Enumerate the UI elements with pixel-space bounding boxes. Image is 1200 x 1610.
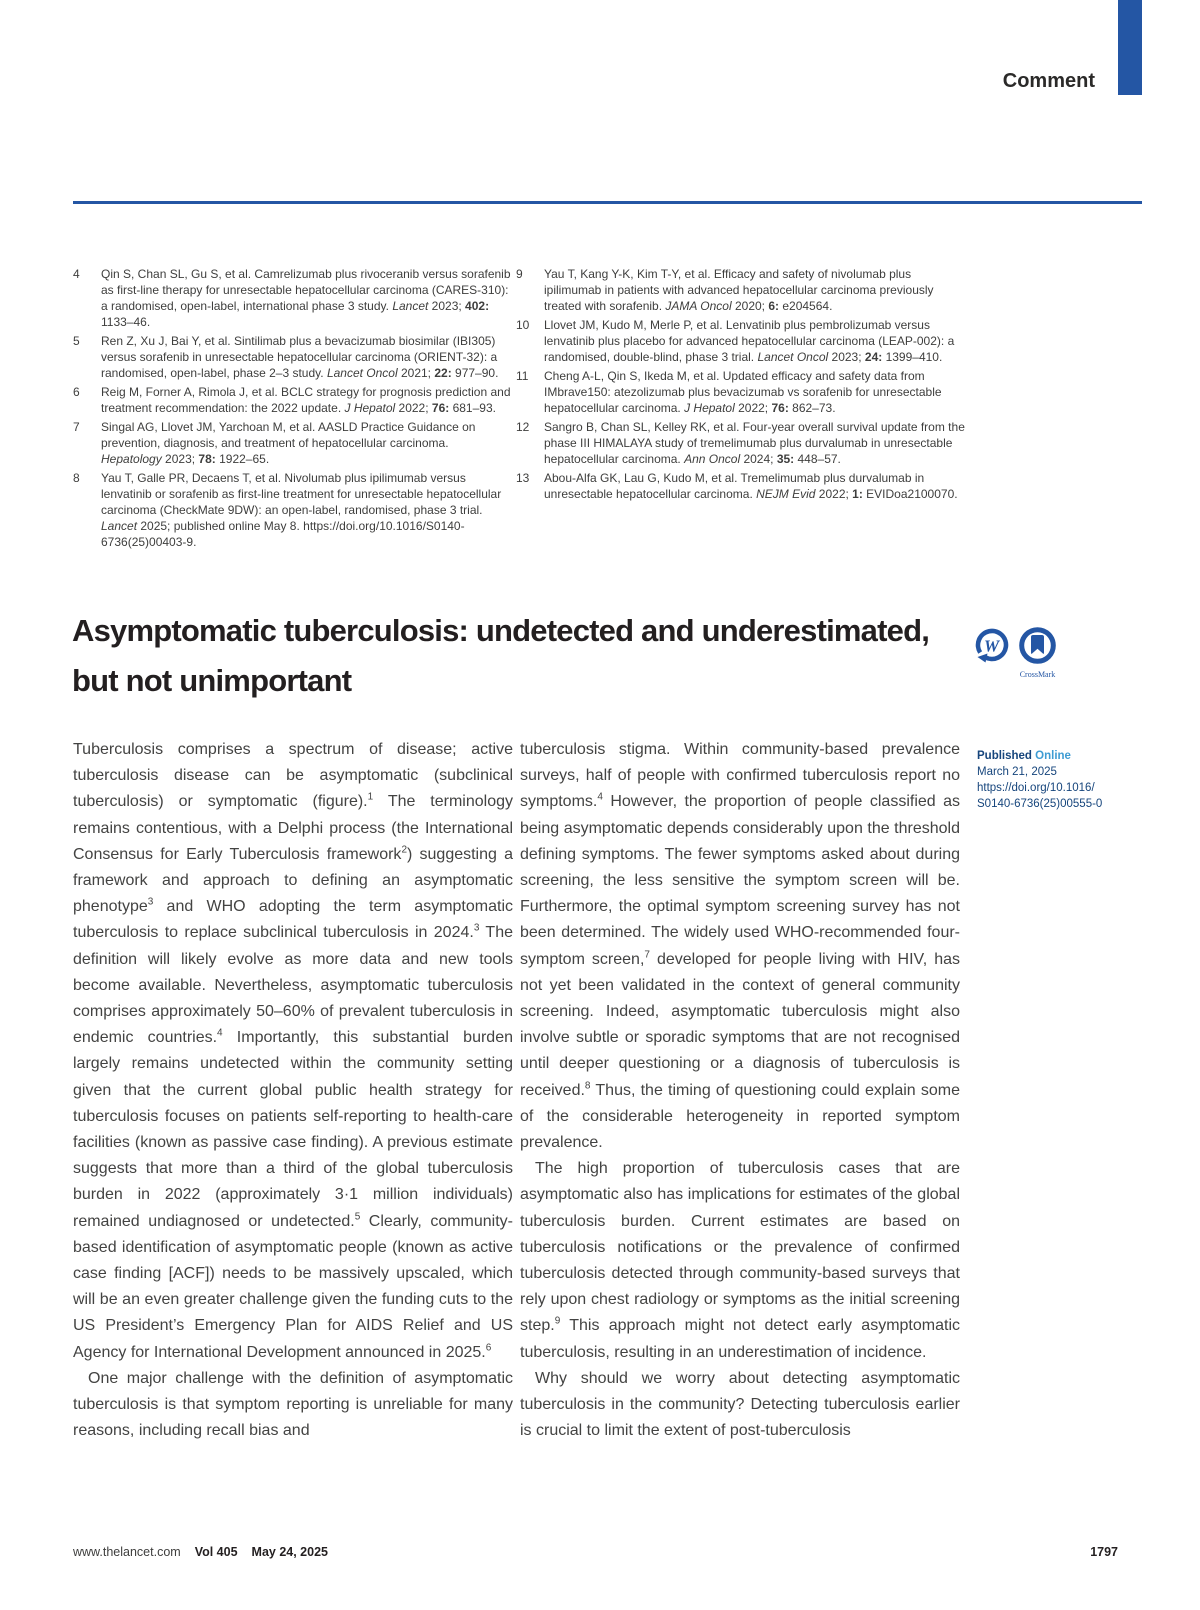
svg-text:W: W (983, 636, 1000, 656)
reference-list-right (516, 266, 966, 505)
reference-item (73, 419, 511, 467)
online-label: Online (1035, 750, 1071, 762)
reference-number: 6 (73, 385, 80, 399)
reference-number: 8 (73, 471, 80, 485)
w-circle-icon (973, 627, 1010, 669)
section-color-bar (1118, 0, 1142, 95)
reference-item (516, 317, 966, 365)
reference-item (73, 333, 511, 381)
article-title (72, 606, 929, 706)
body-column-left (73, 737, 513, 1509)
article-title-icons (973, 627, 1056, 679)
reference-item (516, 470, 966, 502)
section-label: Comment (1002, 70, 1095, 92)
reference-number: 4 (73, 267, 80, 281)
footer-volume: Vol 405 (194, 1545, 238, 1559)
reference-item (73, 470, 511, 550)
published-online-label (977, 748, 1147, 764)
body-column-right (520, 737, 960, 1509)
reference-text: Reig M, Forner A, Rimola J, et al. BCLC strategy for prognosis prediction and treatment recommendation: the 2022 update. J Hepatol 2022; 76: 681–93. (101, 385, 511, 415)
footer-date: May 24, 2025 (251, 1545, 328, 1559)
body-paragraph: Why should we worry about detecting asymptomatic tuberculosis in the community? Detecting tuberculosis earlier is crucial to limit the extent of post-tuberculosis (520, 1369, 960, 1440)
reference-number: 5 (73, 334, 80, 348)
reference-item (516, 266, 966, 314)
body-paragraph: One major challenge with the definition of asymptomatic tuberculosis is that symptom reporting is unreliable for many reasons, including recall bias and (73, 1369, 513, 1440)
header-rule (73, 201, 1142, 204)
body-paragraph: The high proportion of tuberculosis cases that are asymptomatic also has implications for estimates of the global tuberculosis burden. Current estimates are based on tuberculosis notifications or the prevalence of confirmed tuberculosis detected through community-based surveys that rely upon chest radiology or symptoms as the initial screening step.$^9$ This approach might not detect early asymptomatic tuberculosis, resulting in an underestimation of incidence. (520, 1160, 960, 1361)
reference-text: Singal AG, Llovet JM, Yarchoan M, et al. AASLD Practice Guidance on prevention, diagnosis, and treatment of hepatocellular carcinoma. Hepatology 2023; 78: 1922–65. (101, 420, 476, 466)
doi-link-line1[interactable]: https://doi.org/10.1016/ (977, 782, 1095, 794)
reference-item (73, 266, 511, 330)
article-title-line2: but not unimportant (72, 663, 352, 698)
published-online-note (977, 748, 1147, 812)
crossmark-icon[interactable] (1019, 627, 1056, 679)
reference-number: 9 (516, 267, 523, 281)
doi-link-line2[interactable]: S0140-6736(25)00555-0 (977, 798, 1103, 810)
reference-text: Sangro B, Chan SL, Kelley RK, et al. Four-year overall survival update from the phase III HIMALAYA study of tremelimumab plus durvalumab in unresectable hepatocellular carcinoma. Ann Oncol 2024; 35: 448–57. (544, 420, 965, 466)
article-title-line1: Asymptomatic tuberculosis: undetected and underestimated, (72, 613, 930, 648)
reference-number: 7 (73, 420, 80, 434)
reference-item (516, 368, 966, 416)
reference-text: Cheng A-L, Qin S, Ikeda M, et al. Updated efficacy and safety data from IMbrave150: atezolizumab plus bevacizumab vs sorafenib for unresectable hepatocellular carcinoma. J Hepatol 2022; 76: 862–73. (544, 369, 942, 415)
body-paragraph: tuberculosis stigma. Within community-based prevalence surveys, half of people with confirmed tuberculosis report no symptoms.$^4$ However, the proportion of people classified as being asymptomatic depends considerably upon the threshold defining symptoms. The fewer symptoms asked about during screening, the less sensitive the symptom screen will be. Furthermore, the optimal symptom screening survey has not been determined. The widely used WHO-recommended four-symptom screen,$^7$ developed for people living with HIV, has not yet been validated in the context of general community screening. Indeed, asymptomatic tuberculosis might also involve subtle or sporadic symptoms that are not recognised until deeper questioning or a diagnosis of tuberculosis is received.$^8$ Thus, the timing of questioning could explain some of the considerable heterogeneity in reported symptom prevalence. (520, 741, 960, 1152)
page-number: 1797 (1090, 1545, 1118, 1559)
page-footer (73, 1545, 328, 1559)
reference-item (516, 419, 966, 467)
reference-item (73, 384, 511, 416)
reference-list-left (73, 266, 511, 553)
crossmark-label: CrossMark (1019, 670, 1056, 679)
reference-text: Llovet JM, Kudo M, Merle P, et al. Lenvatinib plus pembrolizumab versus lenvatinib plus placebo for advanced hepatocellular carcinoma (LEAP-002): a randomised, double-blind, phase 3 trial. Lancet Oncol 2023; 24: 1399–410. (544, 318, 955, 364)
reference-number: 11 (516, 369, 529, 383)
footer-site-link[interactable]: www.thelancet.com (73, 1545, 181, 1559)
body-paragraph: Tuberculosis comprises a spectrum of disease; active tuberculosis disease can be asymptomatic (subclinical tuberculosis) or symptomatic (figure).$^1$ The terminology remains contentious, with a Delphi process (the International Consensus for Early Tuberculosis framework$^2$) suggesting a framework and approach to defining an asymptomatic phenotype$^3$ and WHO adopting the term asymptomatic tuberculosis to replace subclinical tuberculosis in 2024.$^3$ The definition will likely evolve as more data and new tools become available. Nevertheless, asymptomatic tuberculosis comprises approximately 50–60% of prevalent tuberculosis in endemic countries.$^4$ Importantly, this substantial burden largely remains undetected within the community setting given that the current global public health strategy for tuberculosis focuses on patients self-reporting to health-care facilities (known as passive case finding). A previous estimate suggests that more than a third of the global tuberculosis burden in 2022 (approximately 3·1 million individuals) remained undiagnosed or undetected.$^5$ Clearly, community-based identification of asymptomatic people (known as active case finding [ACF]) needs to be massively upscaled, which will be an even greater challenge given the funding cuts to the US President’s Emergency Plan for AIDS Relief and US Agency for International Development announced in 2025.$^6$ (73, 741, 513, 1361)
reference-text: Qin S, Chan SL, Gu S, et al. Camrelizumab plus rivoceranib versus sorafenib as first-line therapy for unresectable hepatocellular carcinoma (CARES-310): a randomised, open-label, international phase 3 study. Lancet 2023; 402: 1133–46. (101, 267, 511, 329)
reference-number: 13 (516, 471, 530, 485)
reference-text: Yau T, Kang Y-K, Kim T-Y, et al. Efficacy and safety of nivolumab plus ipilimumab in patients with advanced hepatocellular carcinoma previously treated with sorafenib. JAMA Oncol 2020; 6: e204564. (544, 267, 934, 313)
published-label: Published (977, 750, 1032, 762)
reference-text: Yau T, Galle PR, Decaens T, et al. Nivolumab plus ipilimumab versus lenvatinib or sorafenib as first-line treatment for unresectable hepatocellular carcinoma (CheckMate 9DW): an open-label, randomised, phase 3 trial. Lancet 2025; published online May 8. https://doi.org/10.1016/S0140-6736(25)00403-9. (101, 471, 502, 549)
reference-number: 12 (516, 420, 530, 434)
reference-text: Abou-Alfa GK, Lau G, Kudo M, et al. Tremelimumab plus durvalumab in unresectable hepatocellular carcinoma. NEJM Evid 2022; 1: EVIDoa2100070. (544, 471, 958, 501)
reference-number: 10 (516, 318, 530, 332)
published-date: March 21, 2025 (977, 766, 1057, 778)
reference-text: Ren Z, Xu J, Bai Y, et al. Sintilimab plus a bevacizumab biosimilar (IBI305) versus sorafenib in unresectable hepatocellular carcinoma (ORIENT-32): a randomised, open-label, phase 2–3 study. Lancet Oncol 2021; 22: 977–90. (101, 334, 499, 380)
